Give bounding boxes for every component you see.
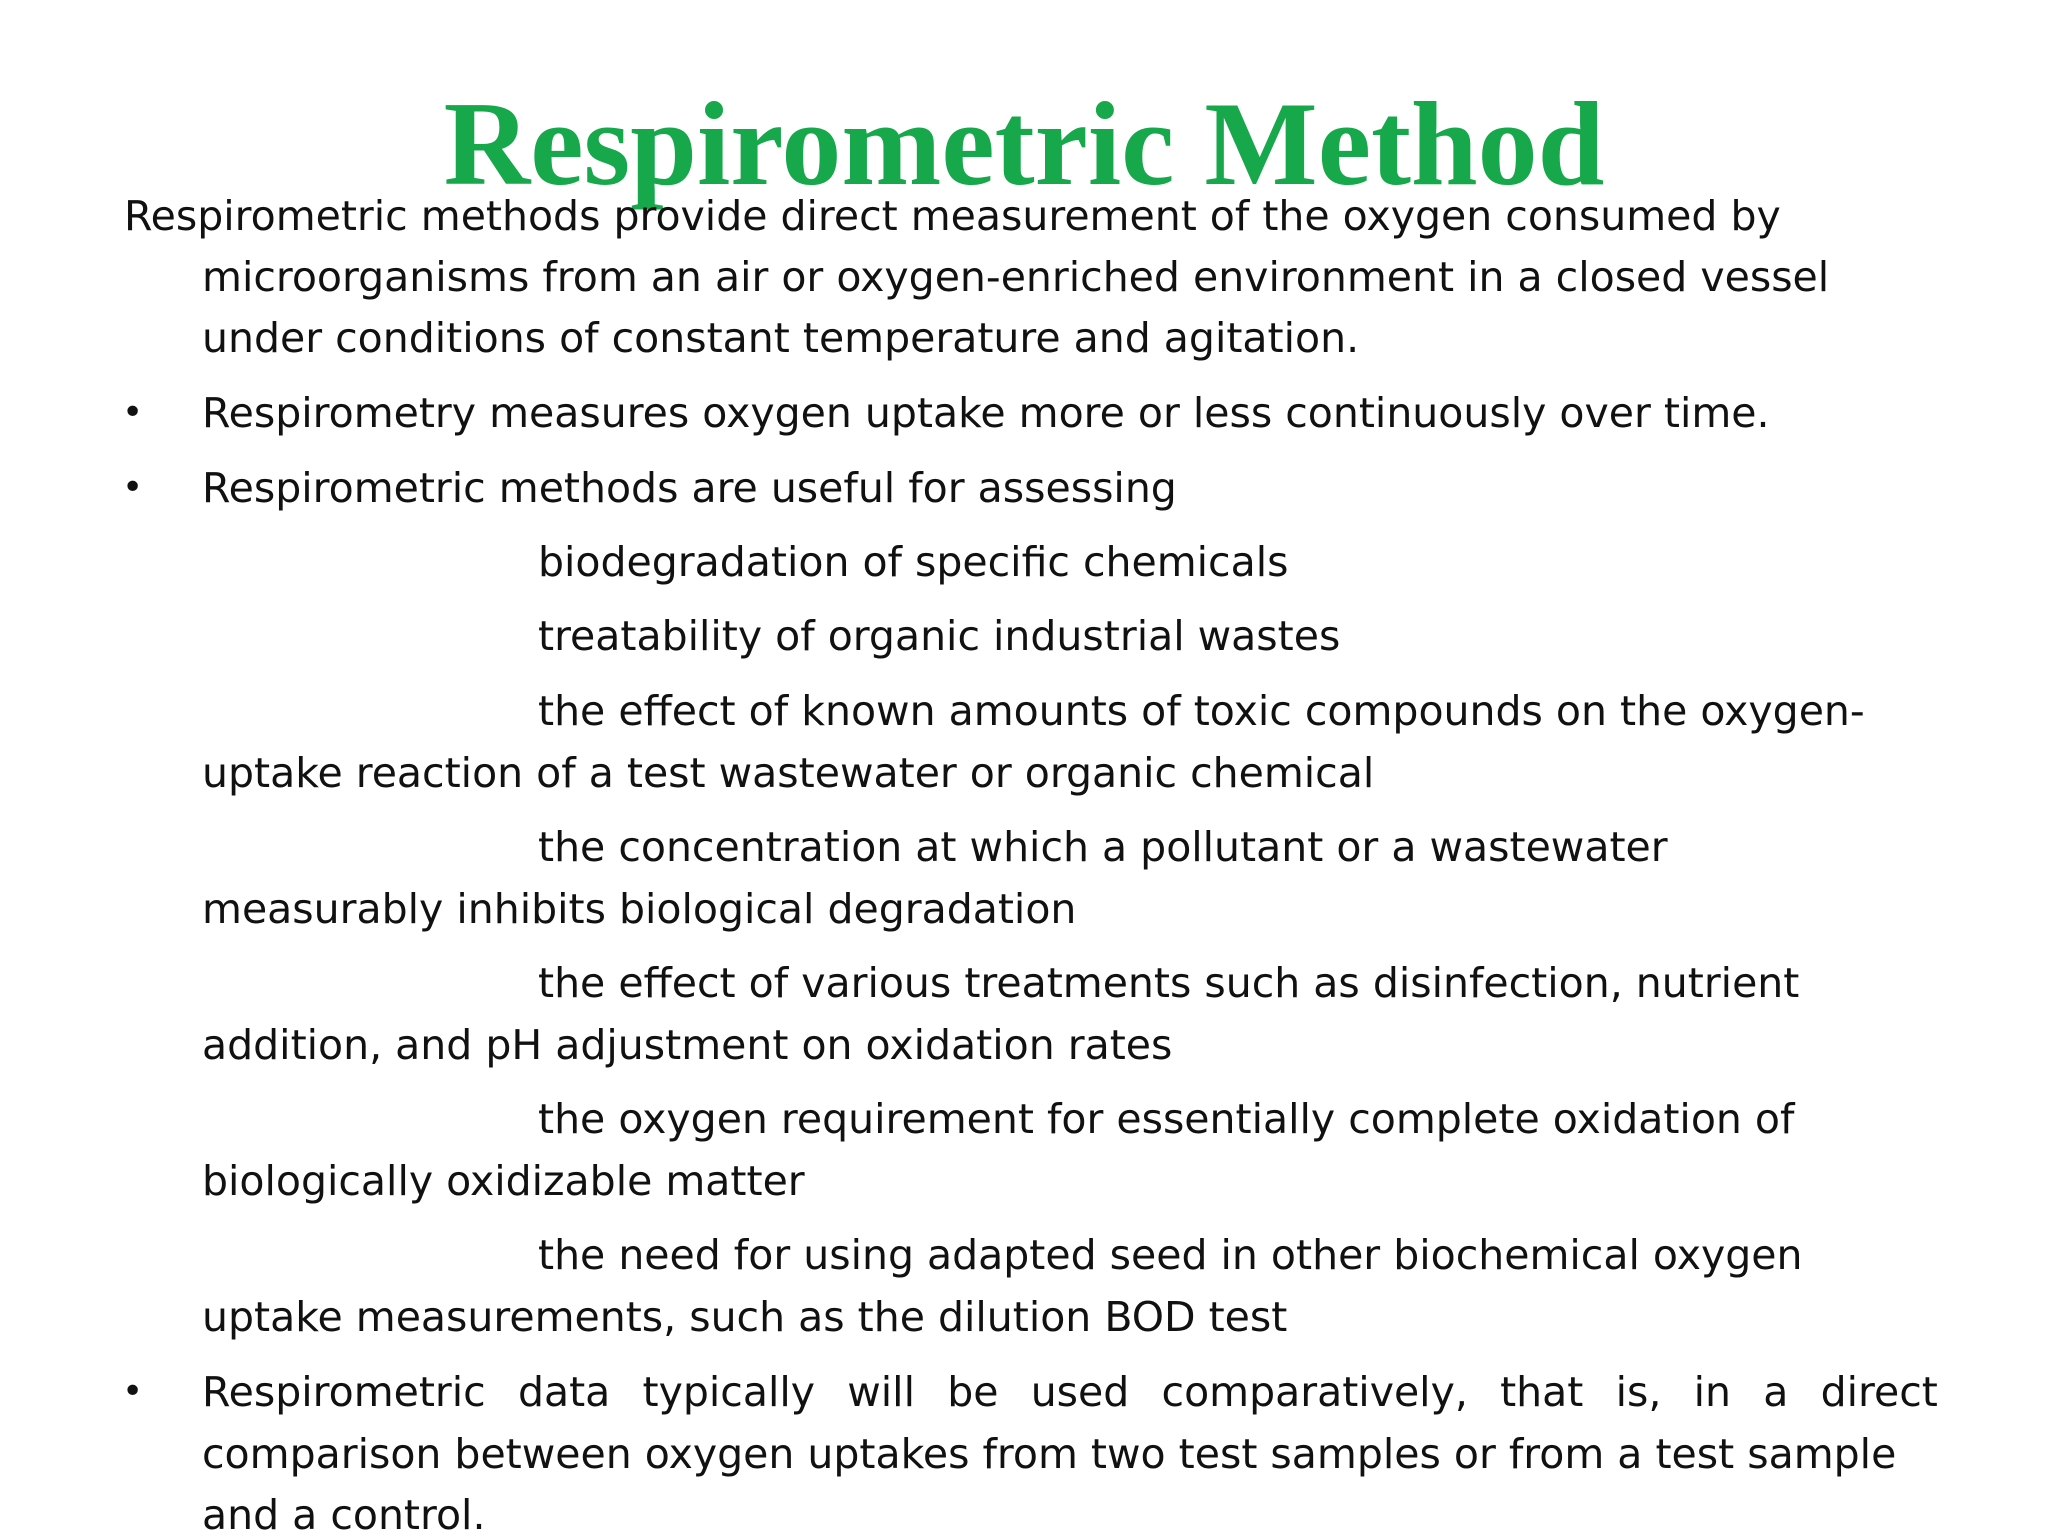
word: be	[947, 1368, 999, 1416]
sub-item-6-cont: biologically oxidizable matter	[202, 1157, 805, 1205]
sub-item-3: the effect of known amounts of toxic compounds on the oxygen-	[538, 687, 1865, 735]
last-bullet-line-1	[202, 1367, 1938, 1417]
sub-item-4-cont: measurably inhibits biological degradation	[202, 885, 1077, 933]
intro-line-2: microorganisms from an air or oxygen-enriched environment in a closed vessel	[202, 253, 1830, 301]
bullet-marker: •	[122, 392, 144, 433]
sub-item-3-cont: uptake reaction of a test wastewater or organic chemical	[202, 749, 1375, 797]
bullet-marker: •	[122, 1371, 144, 1412]
sub-item-1: biodegradation of specific chemicals	[538, 538, 1289, 586]
word: data	[517, 1368, 611, 1416]
word: is,	[1615, 1368, 1662, 1416]
word: typically	[642, 1368, 816, 1416]
sub-item-4: the concentration at which a pollutant or a wastewater	[538, 823, 1668, 871]
slide-title: Respirometric Method	[443, 77, 1605, 210]
word: used	[1030, 1368, 1130, 1416]
word: direct	[1820, 1368, 1938, 1416]
word: a	[1763, 1368, 1789, 1416]
sub-item-5-cont: addition, and pH adjustment on oxidation rates	[202, 1021, 1173, 1069]
word: will	[847, 1368, 915, 1416]
last-bullet-line-3: and a control.	[202, 1491, 486, 1539]
word: Respirometric	[202, 1368, 486, 1416]
sub-item-2: treatability of organic industrial wastes	[538, 612, 1341, 660]
bullet-text-useful: Respirometric methods are useful for assessing	[202, 464, 1177, 512]
word: comparatively,	[1161, 1368, 1468, 1416]
last-bullet-line-2: comparison between oxygen uptakes from two test samples or from a test sample	[202, 1430, 1897, 1478]
sub-item-5: the effect of various treatments such as disinfection, nutrient	[538, 959, 1800, 1007]
sub-item-6: the oxygen requirement for essentially complete oxidation of	[538, 1095, 1795, 1143]
word: that	[1500, 1368, 1584, 1416]
sub-item-7-cont: uptake measurements, such as the dilution BOD test	[202, 1293, 1288, 1341]
bullet-marker: •	[122, 467, 144, 508]
sub-item-7: the need for using adapted seed in other biochemical oxygen	[538, 1231, 1803, 1279]
word: in	[1693, 1368, 1732, 1416]
bullet-text-respirometry: Respirometry measures oxygen uptake more or less continuously over time.	[202, 389, 1770, 437]
intro-line-3: under conditions of constant temperature and agitation.	[202, 314, 1360, 362]
intro-line-1: Respirometric methods provide direct measurement of the oxygen consumed by	[124, 192, 1781, 240]
